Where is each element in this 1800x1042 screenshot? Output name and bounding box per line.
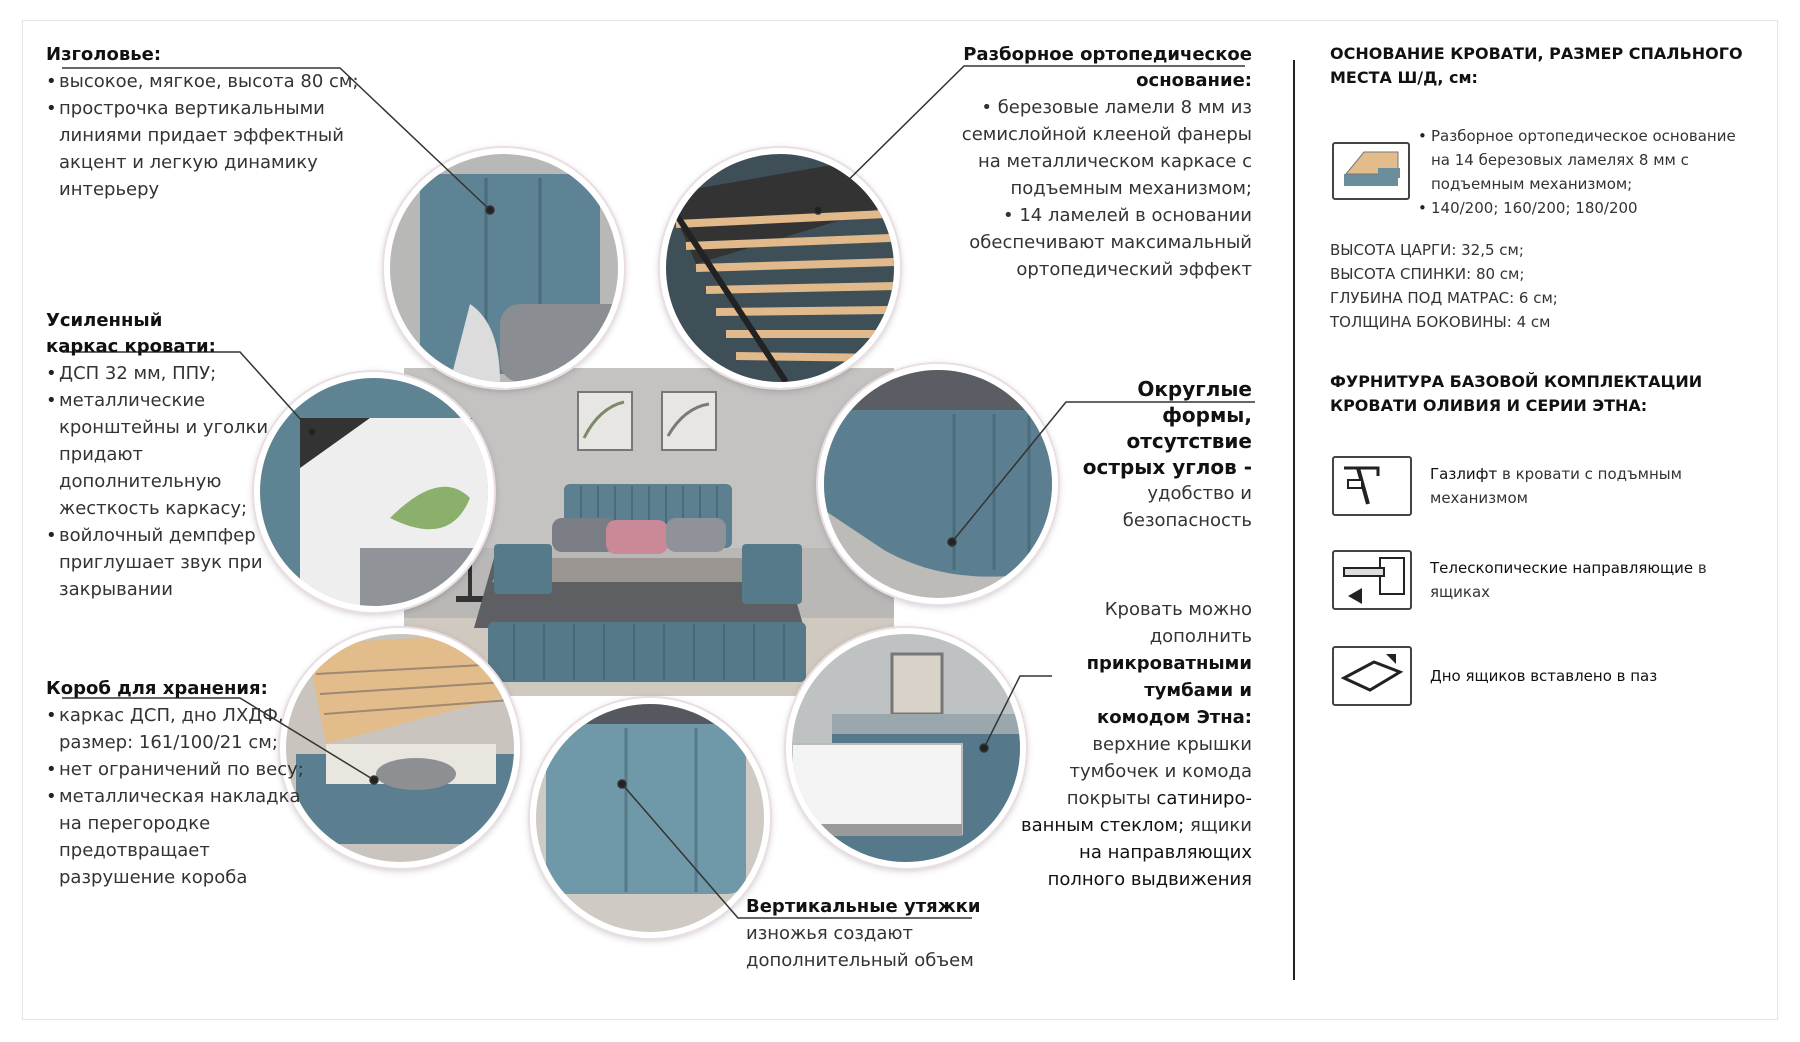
vertical-divider [1293, 60, 1295, 980]
nightstand-block [1006, 596, 1252, 893]
storage-item: • каркас ДСП, дно ЛХДФ, размер: 161/100/21 см; [46, 702, 326, 756]
dim-line: ВЫСОТА ЦАРГИ: 32,5 см; [1330, 241, 1524, 259]
stitching-text: изножья создают дополнительный объем [746, 923, 974, 971]
shapes-block [1070, 376, 1252, 534]
headboard-title: Изголовье: [46, 44, 162, 65]
storage-item: • нет ограничений по весу; [46, 756, 326, 783]
nightstand-lead: Кровать можно дополнить [1104, 599, 1252, 647]
hardware-title-block [1330, 370, 1760, 418]
base-item: • березовые ламели 8 мм из семислойной клееной фанеры на металлическом каркасе с подъемным механизмом; [961, 97, 1252, 199]
hardware-title: ФУРНИТУРА БАЗОВОЙ КОМПЛЕКТАЦИИ КРОВАТИ ОЛИВИЯ И СЕРИИ ЭТНА: [1330, 372, 1703, 415]
spec-block [1330, 42, 1760, 90]
spec-item: • 140/200; 160/200; 180/200 [1418, 196, 1758, 220]
shapes-title: Округлые формы, отсутствие острых углов - [1082, 377, 1252, 479]
nightstand-bold: прикроватными тумбами и комодом Этна: [1086, 653, 1252, 728]
headboard-item: • прострочка вертикальными линиями придает эффектный акцент и легкую динамику интерьеру [46, 95, 396, 203]
nightstand-photo [786, 628, 1026, 868]
gas-lift-icon [1332, 456, 1412, 516]
nightstand-text: верхние крышки тумбочек и комода покрыты сатиниро-ванным стеклом; ящики на направляющих полного выдвижения [1021, 734, 1252, 890]
hw2-text: Телескопические направляющие в ящиках [1430, 559, 1707, 601]
storage-item: • металлическая накладка на перегородке предотвращает разрушение короба [46, 783, 326, 891]
spec-title: ОСНОВАНИЕ КРОВАТИ, РАЗМЕР СПАЛЬНОГО МЕСТА Ш/Д, см: [1330, 44, 1743, 87]
stitching-block [746, 894, 986, 974]
dim-line: ГЛУБИНА ПОД МАТРАС: 6 см; [1330, 289, 1558, 307]
rounded-corner-photo [818, 364, 1058, 604]
frame-item: • ДСП 32 мм, ППУ; [46, 360, 276, 387]
frame-title: Усиленный каркас кровати: [46, 310, 216, 357]
footboard-photo [530, 698, 770, 938]
base-title: Разборное ортопедическое основание: [963, 44, 1252, 91]
spec-list [1418, 124, 1758, 220]
spec-item: • Разборное ортопедическое основание на 14 березовых ламелях 8 мм с подъемным механизмом; [1418, 124, 1758, 196]
headboard-block [46, 42, 396, 203]
telescopic-rail-icon [1332, 550, 1412, 610]
dim-line: ВЫСОТА СПИНКИ: 80 см; [1330, 265, 1525, 283]
dim-line: ТОЛЩИНА БОКОВИНЫ: 4 см [1330, 313, 1551, 331]
hw3-text: Дно ящиков вставлено в паз [1430, 667, 1658, 685]
stitching-title: Вертикальные утяжки [746, 896, 981, 917]
frame-bracket-photo [254, 372, 494, 612]
base-block [960, 42, 1252, 283]
frame-item: • войлочный демпфер приглушает звук при закрывании [46, 522, 276, 603]
storage-title: Короб для хранения: [46, 678, 268, 699]
headboard-photo [384, 148, 624, 388]
dims-block [1330, 238, 1750, 334]
base-item: • 14 ламелей в основании обеспечивают максимальный ортопедический эффект [969, 205, 1252, 280]
bed-lift-icon [1332, 142, 1410, 200]
headboard-item: • высокое, мягкое, высота 80 см; [46, 68, 396, 95]
hw1-text: Газлифт в кровати с подъмным механизмом [1430, 465, 1682, 507]
frame-item: • металлические кронштейны и уголки придают дополнительную жесткость каркасу; [46, 387, 276, 522]
frame-block [46, 308, 276, 603]
lift-base-photo [660, 148, 900, 388]
storage-block [46, 676, 326, 891]
shapes-text: удобство и безопасность [1122, 483, 1252, 531]
drawer-bottom-icon [1332, 646, 1412, 706]
